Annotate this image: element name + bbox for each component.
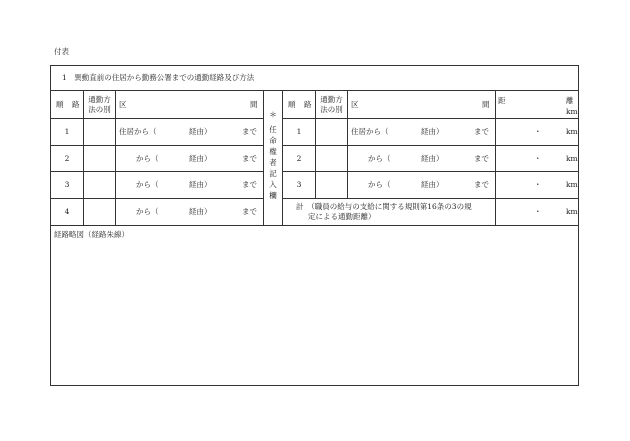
left-row-1-number: 1 <box>64 127 70 136</box>
total-unit: km <box>566 207 578 216</box>
left-row-2-from[interactable]: から（ <box>136 154 159 163</box>
left-header-section-b: 間 <box>250 100 258 109</box>
col-divider <box>115 90 116 225</box>
left-row-3-number: 3 <box>64 180 70 189</box>
right-row-3-dot: ・ <box>534 180 542 189</box>
left-row-1-via[interactable]: 経由） <box>189 127 212 136</box>
right-row-2-from[interactable]: から（ <box>368 154 391 163</box>
right-header-distance-a: 距 <box>498 96 506 105</box>
left-row-1-to: まで <box>242 127 257 136</box>
route-map-label: 経路略図（経路朱線） <box>54 230 129 239</box>
left-row-4-via[interactable]: 経由） <box>189 207 212 216</box>
right-row-3-from[interactable]: から（ <box>368 180 391 189</box>
section-title: 1 異動直前の住居から勤務公署までの通勤経路及び方法 <box>62 73 255 82</box>
left-row-3-to: まで <box>242 180 257 189</box>
left-row-1-from[interactable]: 住居から（ <box>119 127 157 136</box>
right-row-1-number: 1 <box>296 127 302 136</box>
middle-note-vertical: 任命権者記入欄 <box>269 125 277 200</box>
row-divider <box>282 171 579 172</box>
right-header-order-b: 路 <box>304 100 312 109</box>
left-row-2-via[interactable]: 経由） <box>189 154 212 163</box>
right-row-3-via[interactable]: 経由） <box>421 180 444 189</box>
left-row-3-from[interactable]: から（ <box>136 180 159 189</box>
row-divider <box>50 171 263 172</box>
right-header-distance-b: 離 <box>566 96 574 105</box>
left-row-4-to: まで <box>242 207 257 216</box>
col-divider <box>347 90 348 198</box>
right-row-1-from[interactable]: 住居から（ <box>351 127 389 136</box>
left-row-2-number: 2 <box>64 154 70 163</box>
left-header-divider <box>50 118 263 119</box>
right-row-3-number: 3 <box>296 180 302 189</box>
right-row-1-unit: km <box>566 127 578 136</box>
left-header-order-a: 順 <box>56 100 64 109</box>
right-row-2-unit: km <box>566 154 578 163</box>
total-dot: ・ <box>534 207 542 216</box>
right-header-section-b: 間 <box>482 100 490 109</box>
row-divider <box>50 198 263 199</box>
table-bottom-divider <box>50 225 579 226</box>
right-header-unit: km <box>566 107 578 116</box>
row-divider <box>282 198 579 199</box>
right-row-2-via[interactable]: 経由） <box>421 154 444 163</box>
right-header-method-l2: 法の別 <box>320 105 343 114</box>
total-label-line1: 計 （職員の給与の支給に関する規則第16条の3の規 <box>296 202 472 211</box>
left-row-4-from[interactable]: から（ <box>136 207 159 216</box>
middle-asterisk: ＊ <box>269 110 277 119</box>
left-row-4-number: 4 <box>64 207 70 216</box>
row-divider <box>282 145 579 146</box>
left-header-section-a: 区 <box>119 100 127 109</box>
right-header-section-a: 区 <box>351 100 359 109</box>
right-header-divider <box>282 118 579 119</box>
right-row-2-dot: ・ <box>534 154 542 163</box>
right-row-2-number: 2 <box>296 154 302 163</box>
route-map-area[interactable] <box>51 241 578 385</box>
right-row-3-to: まで <box>474 180 489 189</box>
right-header-order-a: 順 <box>288 100 296 109</box>
col-divider <box>495 90 496 225</box>
right-row-2-to: まで <box>474 154 489 163</box>
right-row-1-via[interactable]: 経由） <box>421 127 444 136</box>
right-row-3-unit: km <box>566 180 578 189</box>
left-header-method-l2: 法の別 <box>88 105 111 114</box>
row-divider <box>50 145 263 146</box>
left-header-order-b: 路 <box>72 100 80 109</box>
right-row-1-to: まで <box>474 127 489 136</box>
attachment-label: 付表 <box>54 47 69 56</box>
left-header-method-l1: 通勤方 <box>88 95 111 104</box>
right-row-1-dot: ・ <box>534 127 542 136</box>
right-header-method-l1: 通勤方 <box>320 95 343 104</box>
left-row-3-via[interactable]: 経由） <box>189 180 212 189</box>
total-label-line2: 定による通勤距離） <box>308 212 376 221</box>
left-row-2-to: まで <box>242 154 257 163</box>
